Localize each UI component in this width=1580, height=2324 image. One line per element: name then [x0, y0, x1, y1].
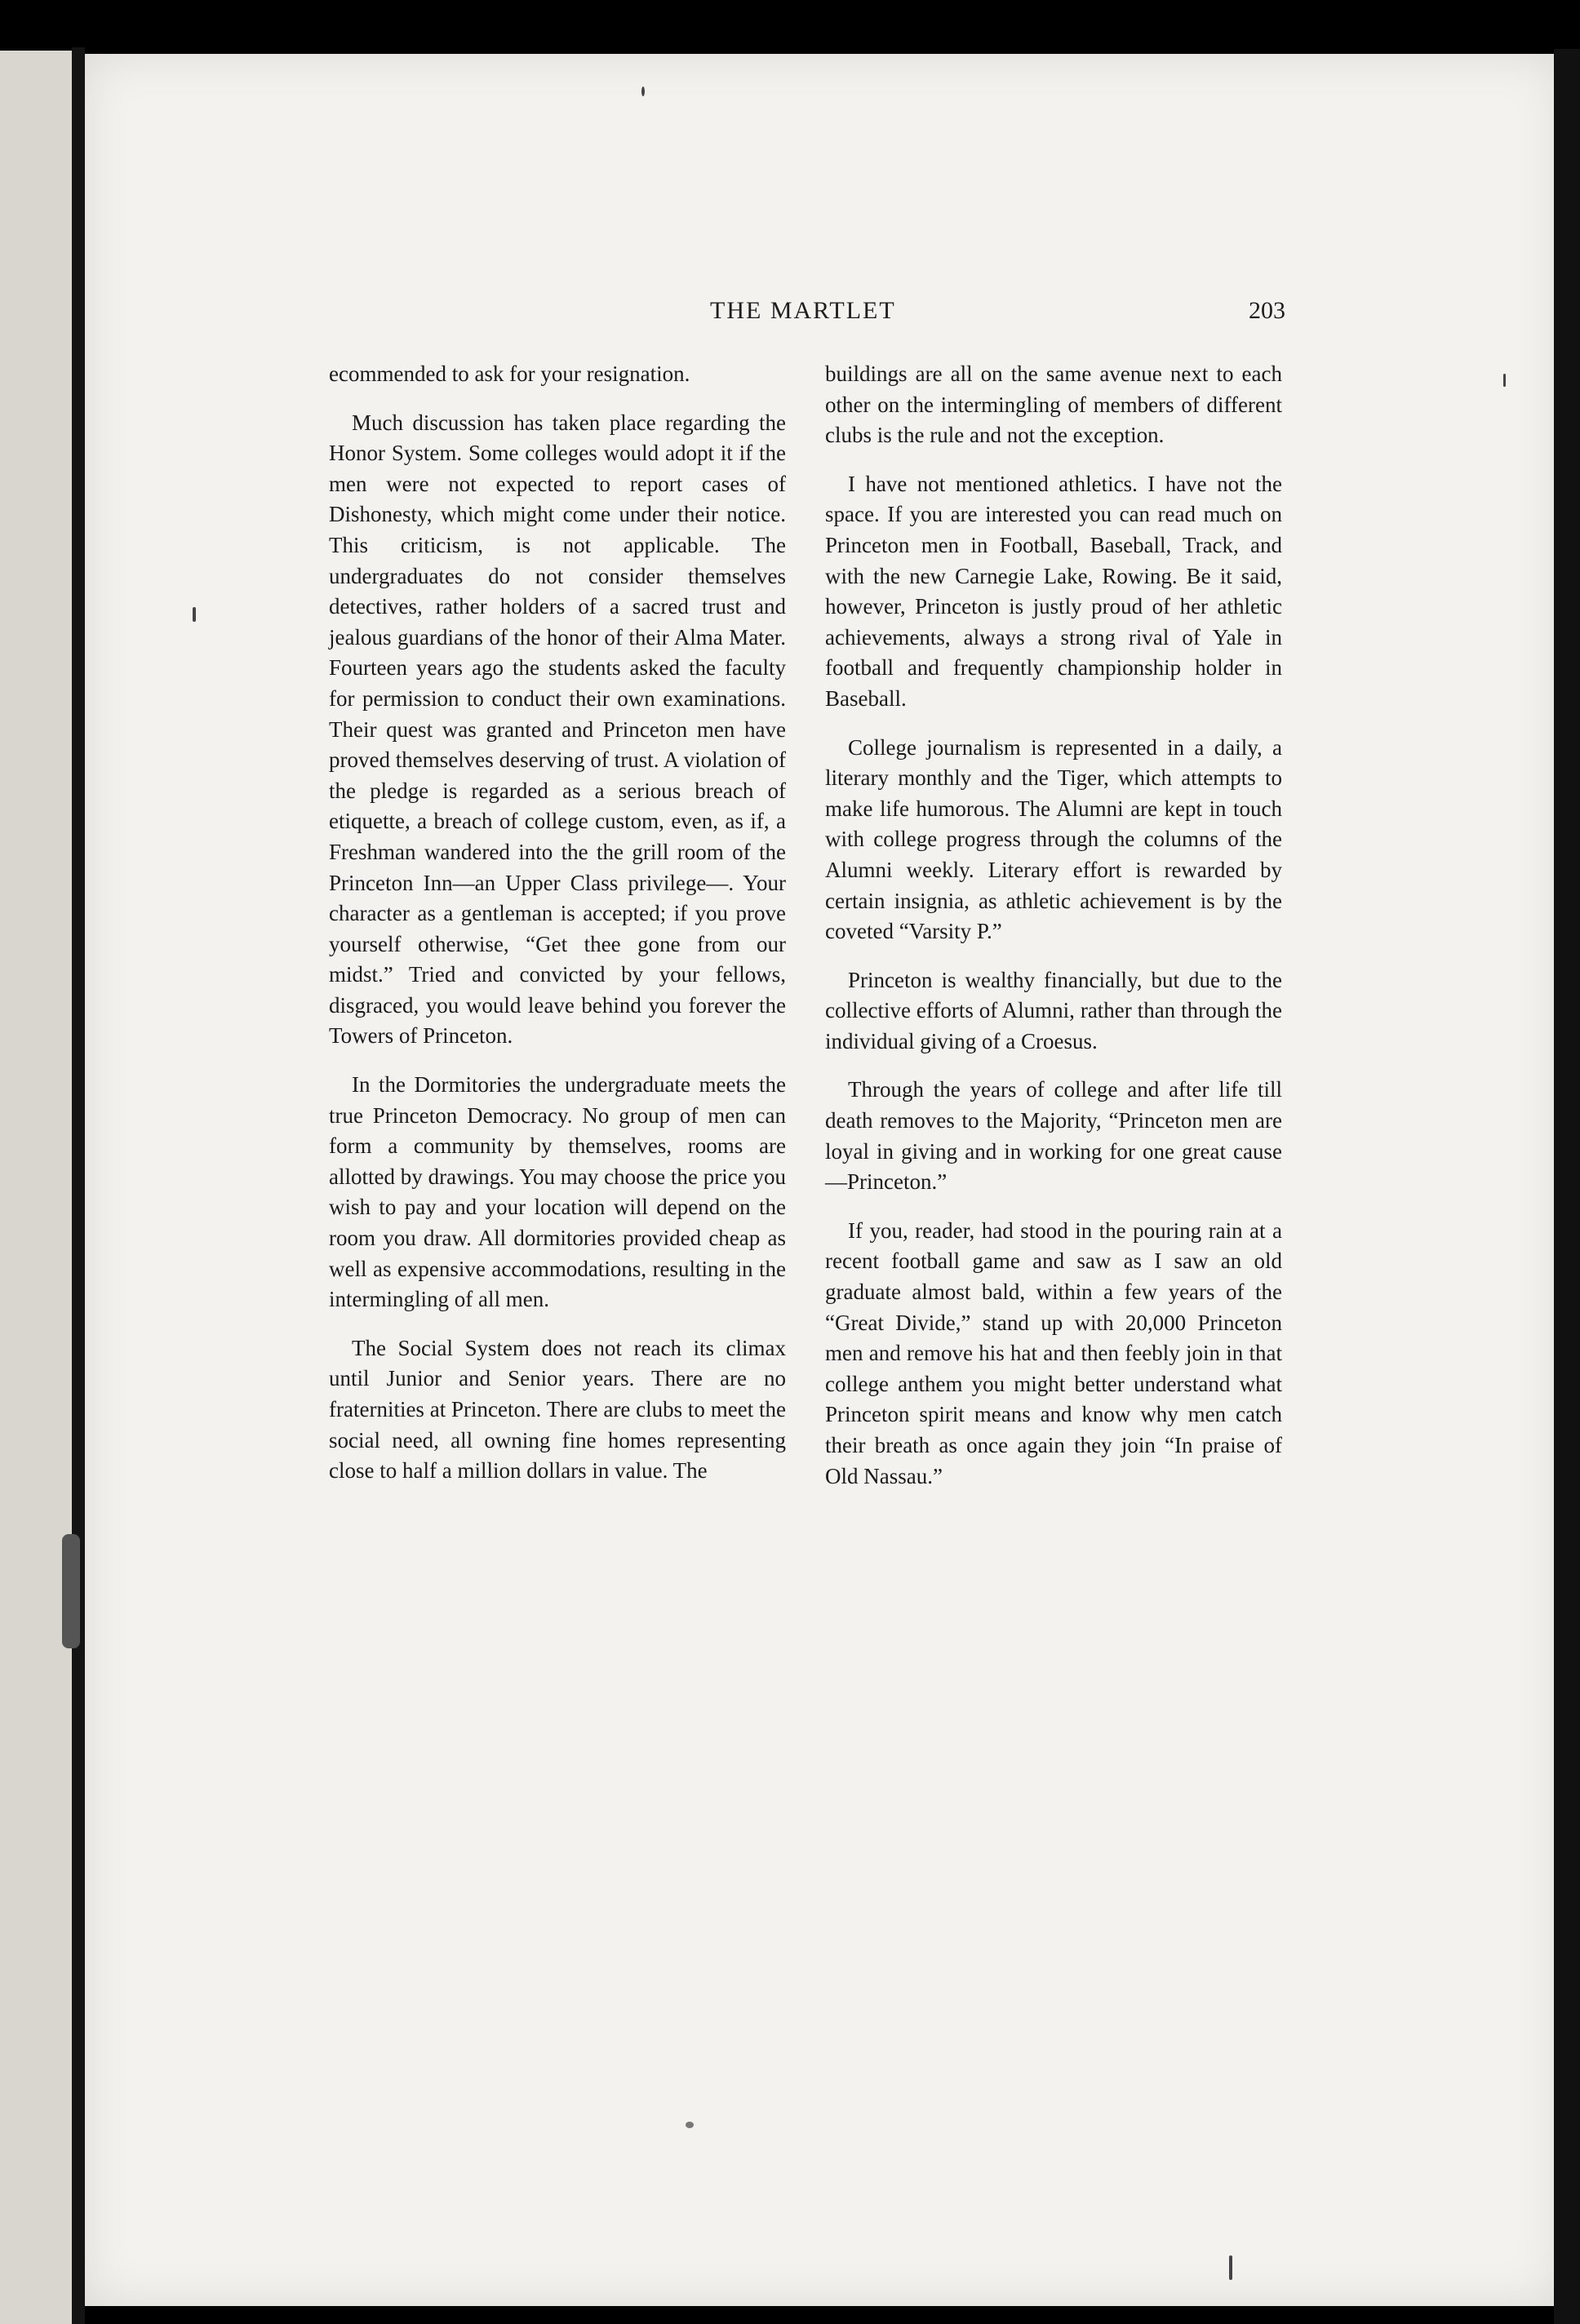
page-sheet [85, 54, 1560, 2306]
right-border [1554, 49, 1580, 2324]
paragraph: Through the years of college and after life till death removes to the Majority, “Princeton men are loyal in giving and in working for one great cause—Princeton.” [825, 1077, 1282, 1195]
running-title: THE MARTLET [710, 297, 896, 324]
paragraph: Much discussion has taken place regarding the Honor System. Some colleges would adopt it if the men were not expected to report cases of Dishonesty, which might come under their notice. This criticism, is not applicable. The undergraduates do not consider themselves detectives, rather holders of a sacred trust and jealous guardians of the honor of their Alma Mater. Fourteen years ago the students asked the faculty for permission to conduct their own examinations. Their quest was granted and Princeton men have proved themselves deserving of trust. A violation of the pledge is regarded as a serious breach of etiquette, a breach of college custom, even, as if, a Freshman wandered into the the grill room of the Princeton Inn—an Upper Class privilege—. Your character as a gentleman is accepted; if you prove yourself otherwise, “Get thee gone from our midst.” Tried and convicted by your fellows, disgraced, you would leave behind you forever the Towers of Princeton. [329, 410, 786, 1049]
paragraph: In the Dormitories the undergraduate meets the true Princeton Democracy. No group of men can form a community by themselves, rooms are allotted by drawings. You may choose the price you wish to pay and your location will depend on the room you draw. All dormitories provided cheap as well as expensive accommodations, resulting in the intermingling of all men. [329, 1072, 786, 1312]
paragraph: College journalism is represented in a daily, a literary monthly and the Tiger, which attempts to make life humorous. The Alumni are kept in touch with college progress through the columns of the Alumni weekly. Literary effort is rewarded by certain insignia, as athletic achievement is by the coveted “Varsity P.” [825, 734, 1282, 944]
scan-speck [1229, 2255, 1232, 2280]
scan-speck [62, 1534, 80, 1648]
scan-speck [1503, 374, 1506, 387]
scan-speck [686, 2122, 694, 2128]
left-text-column [329, 359, 786, 1505]
paragraph: I have not mentioned athletics. I have not the space. If you are interested you can read much on Princeton men in Football, Baseball, Track, and with the new Carnegie Lake, Rowing. Be it said, however, Princeton is justly proud of her athletic achievements, always a strong rival of Yale in football and frequently championship holder in Baseball. [825, 471, 1282, 711]
paragraph: Princeton is wealthy financially, but due to the collective efforts of Alumni, rather than through the individual giving of a Croesus. [825, 967, 1282, 1053]
facing-page-edge [0, 51, 72, 2324]
paragraph: buildings are all on the same avenue next to each other on the intermingling of members of different clubs is the rule and not the exception. [825, 361, 1282, 448]
binding-gutter [72, 47, 85, 2324]
paragraph: The Social System does not reach its climax until Junior and Senior years. There are no fraternities at Princeton. There are clubs to meet the social need, all owning fine homes representing close to half a million dollars in value. The [329, 1335, 786, 1484]
scan-speck [641, 86, 645, 96]
page-number: 203 [1249, 297, 1285, 324]
scan-speck [193, 607, 196, 622]
paragraph: If you, reader, had stood in the pouring rain at a recent football game and saw as I saw an old graduate almost bald, within a few years of the “Great Divide,” stand up with 20,000 Princeton men and remove his hat and then feebly join in that college anthem you might better understand what Princeton spirit means and know why men catch their breath as once again they join “In praise of Old Nassau.” [825, 1217, 1282, 1488]
right-text-column [825, 359, 1282, 1510]
paragraph: ecommended to ask for your resignation. [329, 361, 690, 386]
